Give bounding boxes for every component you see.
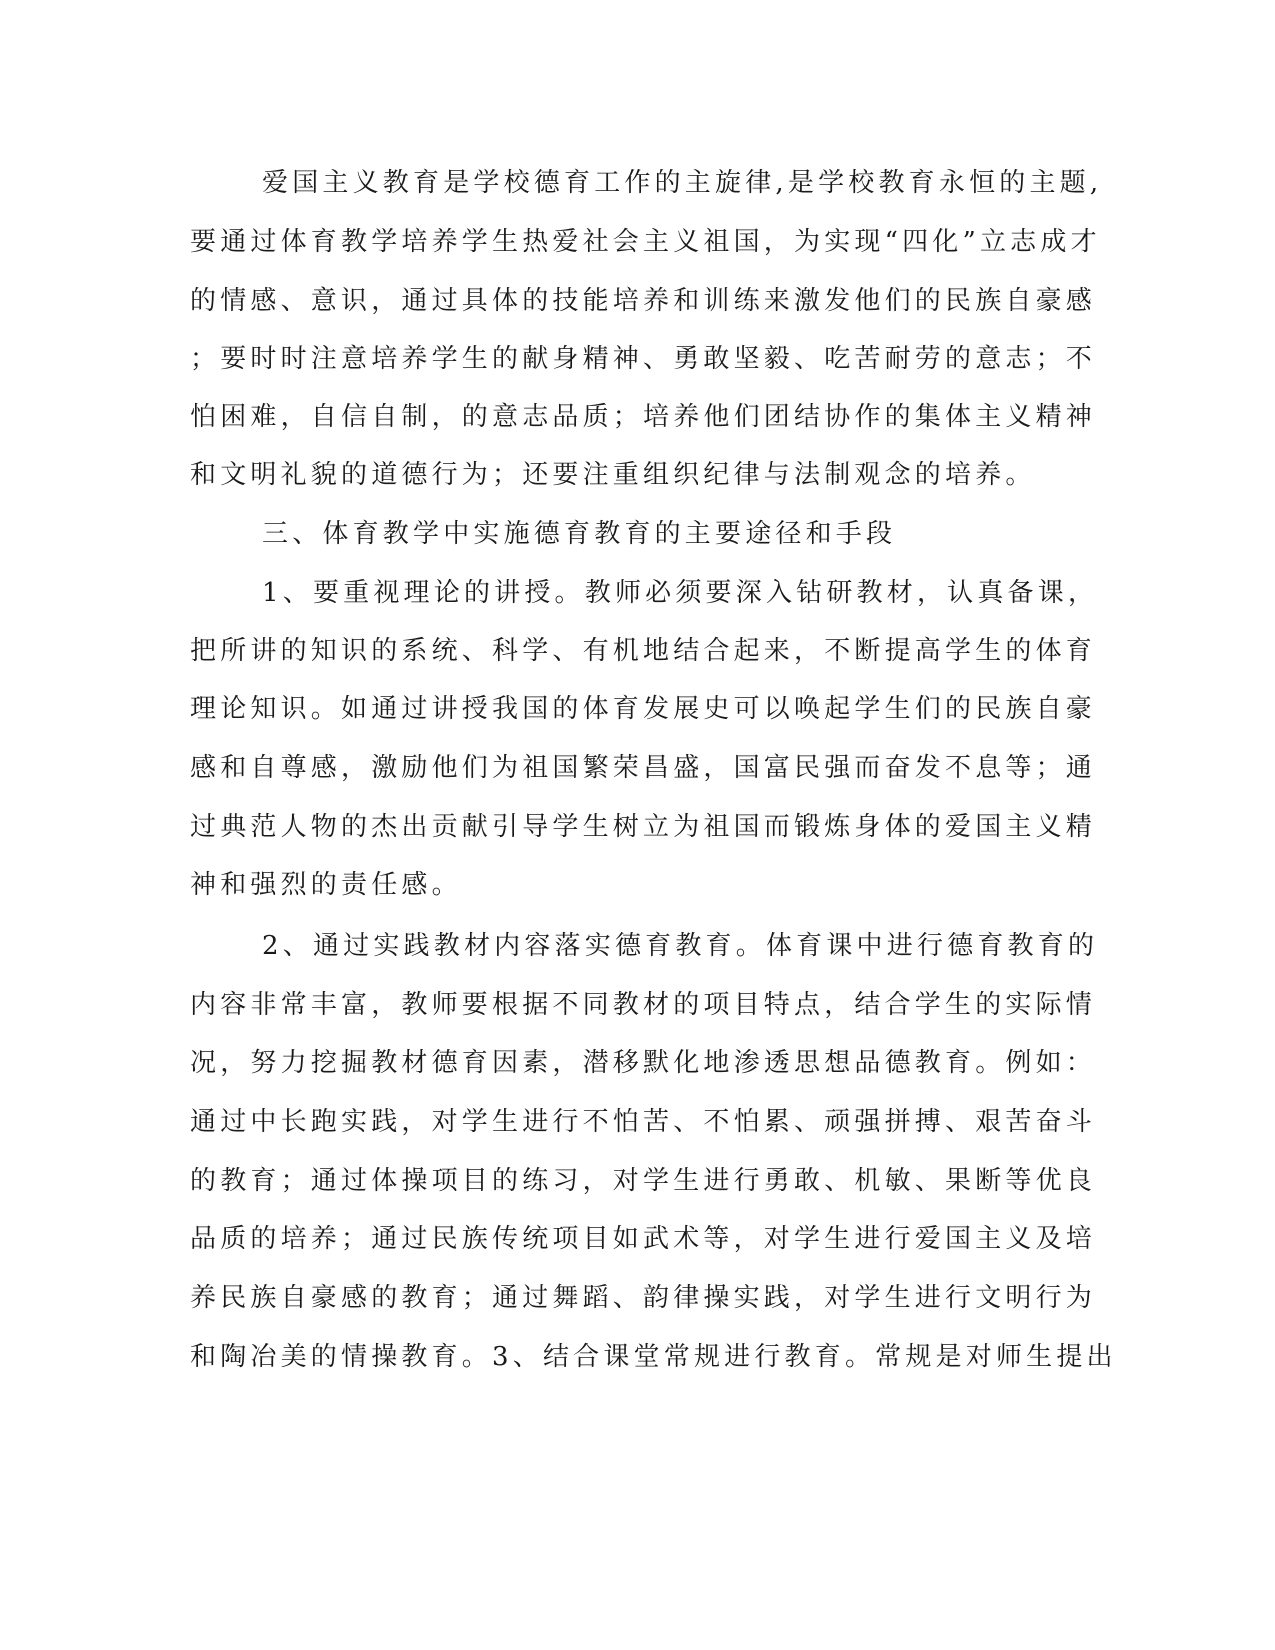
text-line: 爱国主义教育是学校德育工作的主旋律,是学校教育永恒的主题, (262, 168, 1103, 198)
text-line: 要通过体育教学培养学生热爱社会主义祖国，为实现“四化”立志成才 (190, 227, 1101, 257)
section-heading: 三、体育教学中实施德育教育的主要途径和手段 (262, 519, 897, 549)
text-line: 感和自尊感，激励他们为祖国繁荣昌盛，国富民强而奋发不息等；通 (190, 753, 1097, 783)
text-line: 和文明礼貌的道德行为；还要注重组织纪律与法制观念的培养。 (190, 460, 1036, 490)
text-line: 怕困难，自信自制，的意志品质；培养他们团结协作的集体主义精神 (190, 402, 1097, 432)
text-line: 过典范人物的杰出贡献引导学生树立为祖国而锻炼身体的爱国主义精 (190, 812, 1097, 842)
text-line: 况，努力挖掘教材德育因素，潜移默化地渗透思想品德教育。例如： (190, 1048, 1097, 1078)
text-line: 神和强烈的责任感。 (190, 870, 462, 900)
text-line: 1、要重视理论的讲授。教师必须要深入钻研教材，认真备课， (262, 578, 1099, 608)
text-line: 的教育；通过体操项目的练习，对学生进行勇敢、机敏、果断等优良 (190, 1166, 1097, 1196)
text-line: 把所讲的知识的系统、科学、有机地结合起来，不断提高学生的体育 (190, 636, 1097, 666)
text-line: 通过中长跑实践，对学生进行不怕苦、不怕累、顽强拼搏、艰苦奋斗 (190, 1107, 1097, 1137)
text-line: 养民族自豪感的教育；通过舞蹈、韵律操实践，对学生进行文明行为 (190, 1283, 1097, 1313)
text-line: 理论知识。如通过讲授我国的体育发展史可以唤起学生们的民族自豪 (190, 694, 1097, 724)
text-line: 2、通过实践教材内容落实德育教育。体育课中进行德育教育的 (262, 931, 1099, 961)
text-line: 的情感、意识，通过具体的技能培养和训练来激发他们的民族自豪感 (190, 286, 1097, 316)
text-line: 和陶冶美的情操教育。3、结合课堂常规进行教育。常规是对师生提出 (190, 1342, 1117, 1372)
text-line: 品质的培养；通过民族传统项目如武术等，对学生进行爱国主义及培 (190, 1224, 1097, 1254)
text-line: ；要时时注意培养学生的献身精神、勇敢坚毅、吃苦耐劳的意志；不 (190, 344, 1097, 374)
text-line: 内容非常丰富，教师要根据不同教材的项目特点，结合学生的实际情 (190, 990, 1097, 1020)
